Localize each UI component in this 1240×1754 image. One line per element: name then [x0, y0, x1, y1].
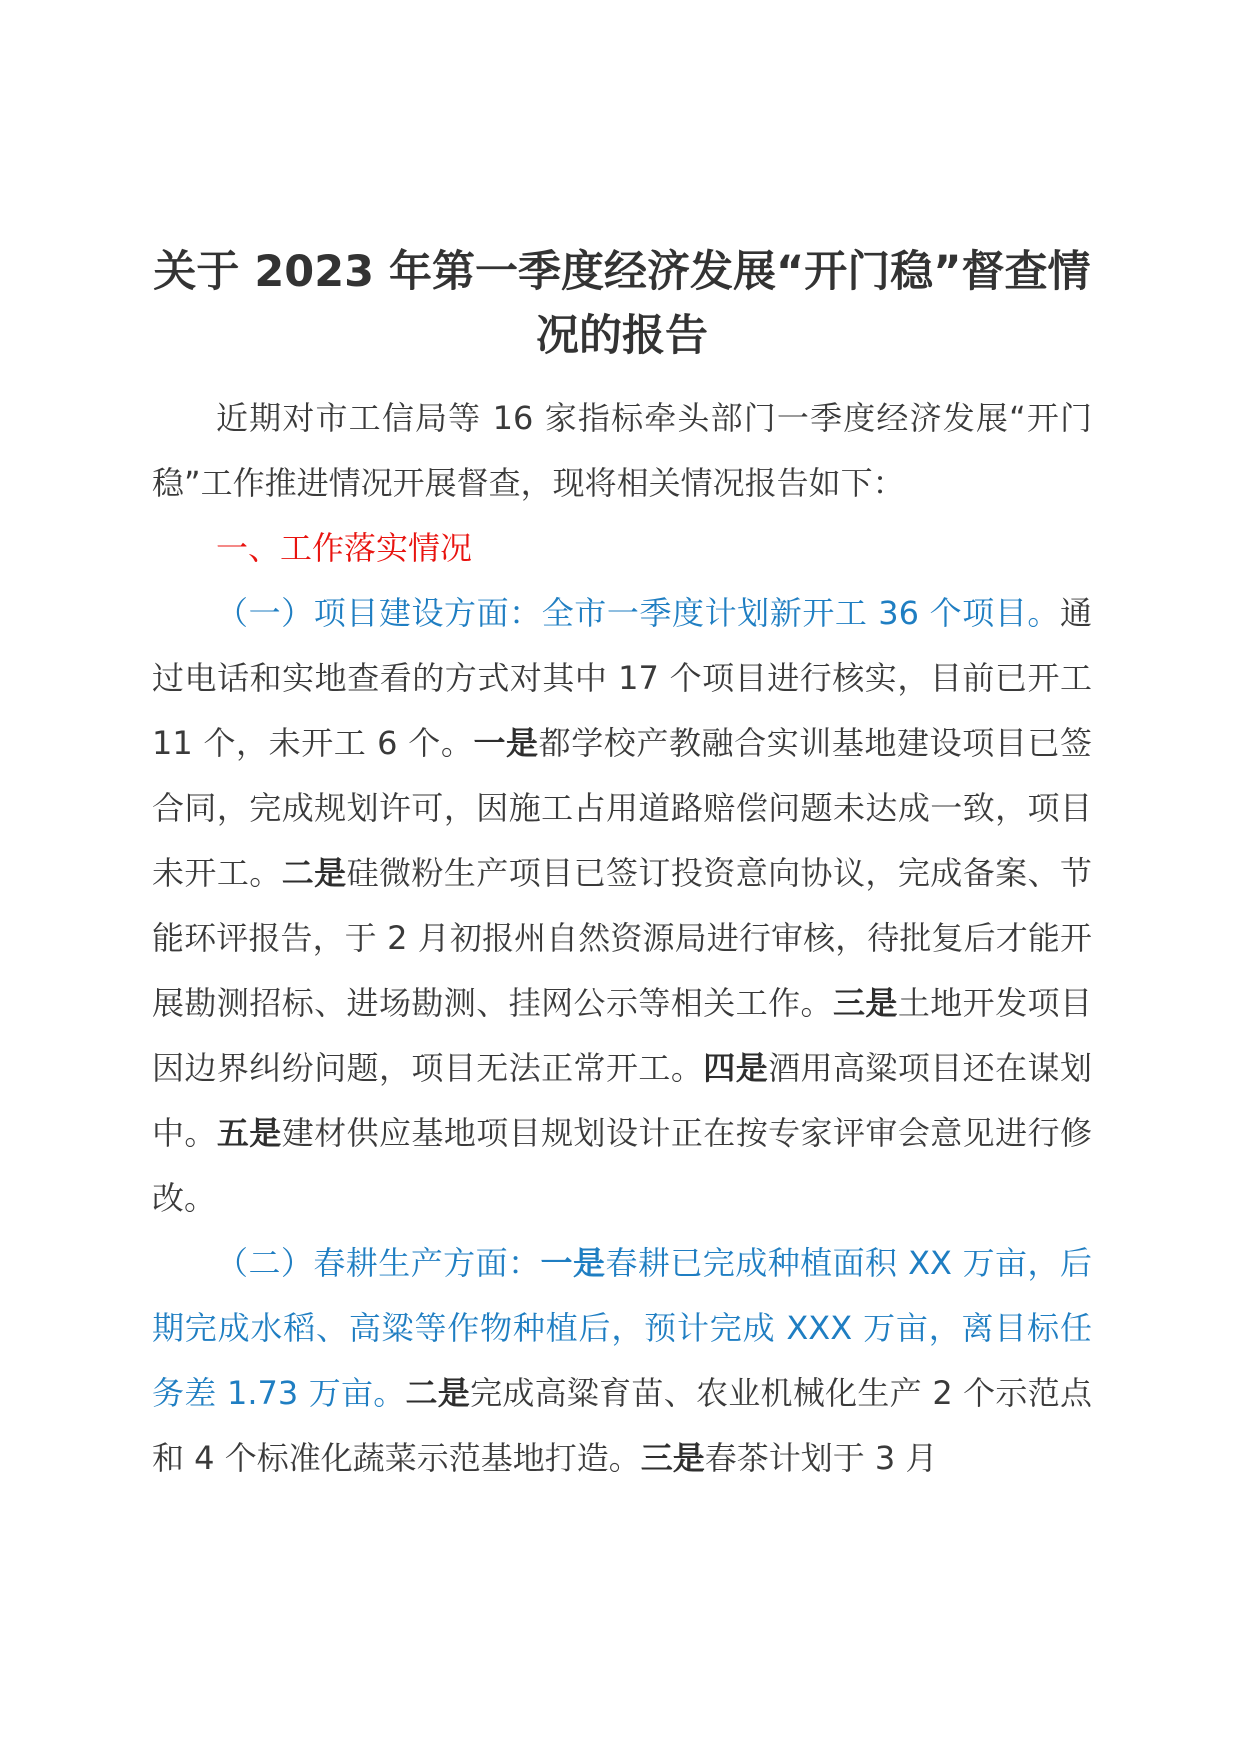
- body-text: 都学校产教融合实训基地建设项目已签合同，完成规划许可，因施工占用道路赔偿问题未达成一致，项目未开工。: [152, 724, 1092, 892]
- body-text: 完成高粱育苗、农业机械化生产 2 个示范点和 4 个标准化蔬菜示范基地打造。: [152, 1374, 1092, 1477]
- ordinal-marker: 四是: [703, 1049, 769, 1087]
- body-text: 春耕已完成种植面积 XX 万亩，后期完成水稻、高粱等作物种植后，预计完成 XXX 万亩，离目标任务差 1.73 万亩。: [152, 1244, 1092, 1412]
- document-page: [152, 240, 1092, 1491]
- section-heading: 一、工作落实情况: [216, 529, 473, 567]
- ordinal-marker: 三是: [640, 1439, 705, 1477]
- ordinal-marker: 二是: [281, 854, 347, 892]
- body-text: 通过电话和实地查看的方式对其中 17 个项目进行核实，目前已开工 11 个，未开工 6 个。: [152, 594, 1092, 762]
- body-text: 酒用高粱项目还在谋划中。: [152, 1049, 1092, 1152]
- ordinal-marker: 一是: [540, 1244, 606, 1282]
- body-text: 春茶计划于 3 月: [704, 1439, 938, 1477]
- subsection-lead: （一）项目建设方面：全市一季度计划新开工 36 个项目。: [216, 594, 1060, 632]
- project-construction-paragraph: [152, 581, 1092, 1231]
- body-text: 土地开发项目因边界纠纷问题，项目无法正常开工。: [152, 984, 1092, 1087]
- subsection-lead: （二）春耕生产方面：: [216, 1244, 541, 1282]
- intro-paragraph: 近期对市工信局等 16 家指标牵头部门一季度经济发展“开门稳”工作推进情况开展督查，现将相关情况报告如下：: [152, 399, 1092, 502]
- ordinal-marker: 二是: [405, 1374, 471, 1412]
- ordinal-marker: 五是: [216, 1114, 282, 1152]
- spring-farming-paragraph: [152, 1231, 1092, 1491]
- document-title: 关于 2023 年第一季度经济发展“开门稳”督查情况的报告: [153, 247, 1091, 361]
- body-text: 硅微粉生产项目已签订投资意向协议，完成备案、节能环评报告，于 2 月初报州自然资源局进行审核，待批复后才能开展勘测招标、进场勘测、挂网公示等相关工作。: [152, 854, 1092, 1022]
- body-text: 建材供应基地项目规划设计正在按专家评审会意见进行修改。: [152, 1114, 1092, 1217]
- ordinal-marker: 三是: [832, 984, 898, 1022]
- ordinal-marker: 一是: [473, 724, 539, 762]
